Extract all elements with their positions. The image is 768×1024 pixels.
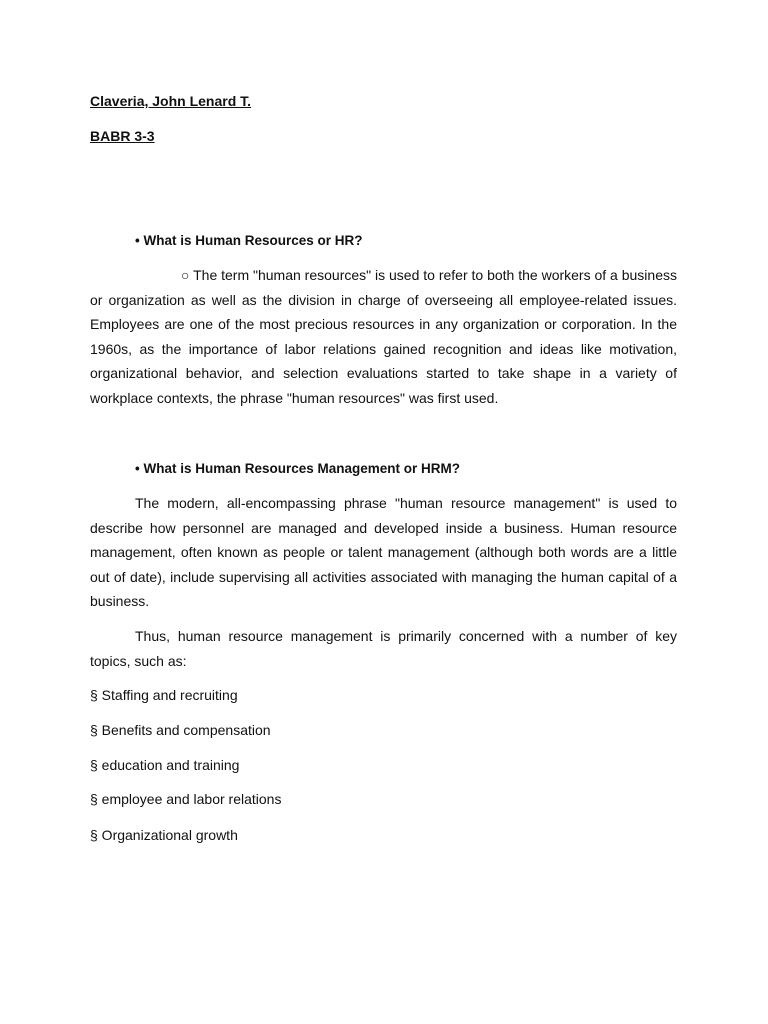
answer-hrm-paragraph: The modern, all-encompassing phrase "human resource management" is used to describe how personnel are managed and developed inside a business. Human resource management, often known as people or talent management (although both words are a little out of date), include supervising all activities associated with managing the human capital of a business.	[90, 495, 677, 609]
list-item: § employee and labor relations	[90, 791, 282, 807]
key-topics-intro: Thus, human resource management is primarily concerned with a number of key topics, such as:	[90, 628, 677, 669]
question-hr-heading: • What is Human Resources or HR?	[135, 233, 363, 248]
list-item: § Staffing and recruiting	[90, 687, 238, 703]
list-item: § Benefits and compensation	[90, 722, 271, 738]
author-name: Claveria, John Lenard T.	[90, 93, 252, 109]
question-hrm-heading: • What is Human Resources Management or HRM?	[135, 461, 461, 476]
answer-hr-paragraph: ○ The term "human resources" is used to refer to both the workers of a business or organization as well as the division in charge of overseeing all employee-related issues. Employees are one of the most precious resources in any organization or corporation. In the 1960s, as the importance of labor relations gained recognition and ideas like motivation, organizational behavior, and selection evaluations started to take shape in a variety of workplace contexts, the phrase "human resources" was first used.	[90, 267, 677, 406]
list-item: § Organizational growth	[90, 827, 238, 843]
class-section: BABR 3-3	[90, 128, 155, 144]
list-item: § education and training	[90, 757, 240, 773]
